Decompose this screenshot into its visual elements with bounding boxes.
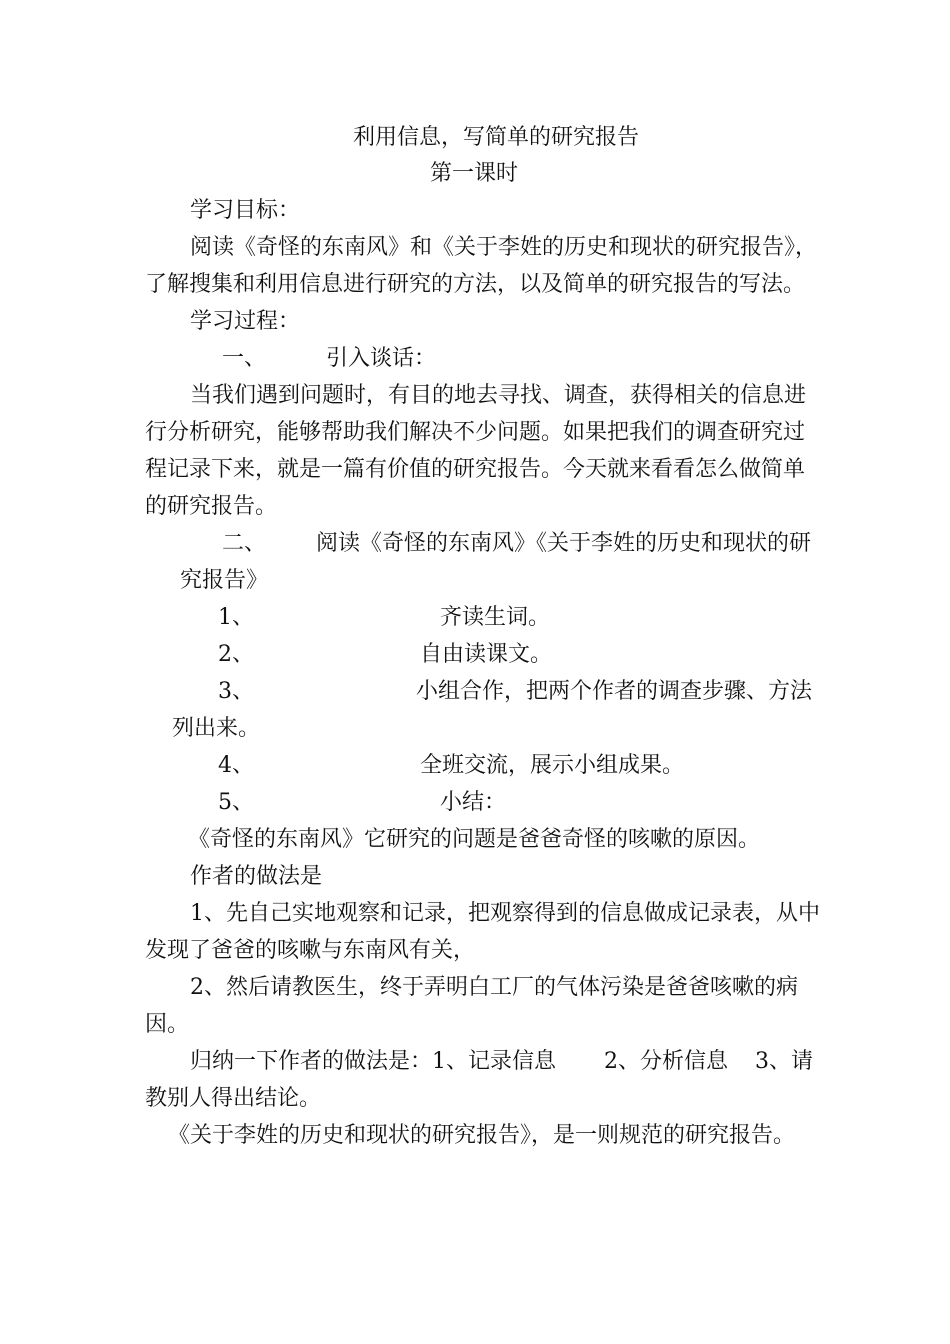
step-number: 4、 bbox=[218, 753, 254, 778]
intro-paragraph-line: 当我们遇到问题时，有目的地去寻找、调查，获得相关的信息进 bbox=[190, 383, 807, 408]
step-text: 自由读课文。 bbox=[420, 642, 553, 667]
section-number: 二、 bbox=[222, 531, 267, 556]
section-heading-continuation: 究报告》 bbox=[180, 568, 269, 593]
step-number: 5、 bbox=[218, 790, 254, 815]
method-heading: 作者的做法是 bbox=[190, 864, 323, 889]
step-text: 小结： bbox=[440, 790, 507, 815]
conclusion-segment: 2、分析信息 bbox=[604, 1049, 728, 1074]
intro-paragraph-line: 程记录下来，就是一篇有价值的研究报告。今天就来看看怎么做简单 bbox=[145, 457, 806, 482]
section-heading: 引入谈话： bbox=[326, 346, 437, 371]
intro-paragraph-line: 行分析研究，能够帮助我们解决不少问题。如果把我们的调查研究过 bbox=[145, 420, 806, 445]
step-text: 全班交流，展示小组成果。 bbox=[420, 753, 685, 778]
step-number: 3、 bbox=[218, 679, 254, 704]
objectives-heading: 学习目标： bbox=[190, 198, 301, 223]
method-line: 因。 bbox=[145, 1012, 190, 1037]
document-title: 利用信息，写简单的研究报告 bbox=[353, 125, 640, 150]
intro-paragraph-line: 的研究报告。 bbox=[145, 494, 278, 519]
objectives-text-line: 了解搜集和利用信息进行研究的方法，以及简单的研究报告的写法。 bbox=[145, 272, 806, 297]
process-heading: 学习过程： bbox=[190, 309, 301, 334]
summary-line: 《奇怪的东南风》它研究的问题是爸爸奇怪的咳嗽的原因。 bbox=[188, 827, 761, 852]
section-number: 一、 bbox=[222, 346, 267, 371]
final-line: 《关于李姓的历史和现状的研究报告》，是一则规范的研究报告。 bbox=[168, 1123, 796, 1148]
step-text: 小组合作，把两个作者的调查步骤、方法 bbox=[416, 679, 813, 704]
method-line: 2、然后请教医生，终于弄明白工厂的气体污染是爸爸咳嗽的病 bbox=[190, 975, 798, 1000]
step-text: 齐读生词。 bbox=[440, 605, 551, 630]
step-number: 2、 bbox=[218, 642, 254, 667]
conclusion-segment: 3、请 bbox=[755, 1049, 813, 1074]
step-number: 1、 bbox=[218, 605, 254, 630]
objectives-text-line: 阅读《奇怪的东南风》和《关于李姓的历史和现状的研究报告》， bbox=[190, 235, 818, 260]
section-heading: 阅读《奇怪的东南风》《关于李姓的历史和现状的研 bbox=[316, 531, 812, 556]
conclusion-segment: 归纳一下作者的做法是：1、记录信息 bbox=[190, 1049, 556, 1074]
method-line: 发现了爸爸的咳嗽与东南风有关， bbox=[145, 938, 476, 963]
conclusion-line: 教别人得出结论。 bbox=[145, 1086, 322, 1111]
method-line: 1、先自己实地观察和记录，把观察得到的信息做成记录表，从中 bbox=[190, 901, 820, 926]
lesson-subtitle: 第一课时 bbox=[430, 161, 519, 186]
step-text-continuation: 列出来。 bbox=[172, 716, 261, 741]
